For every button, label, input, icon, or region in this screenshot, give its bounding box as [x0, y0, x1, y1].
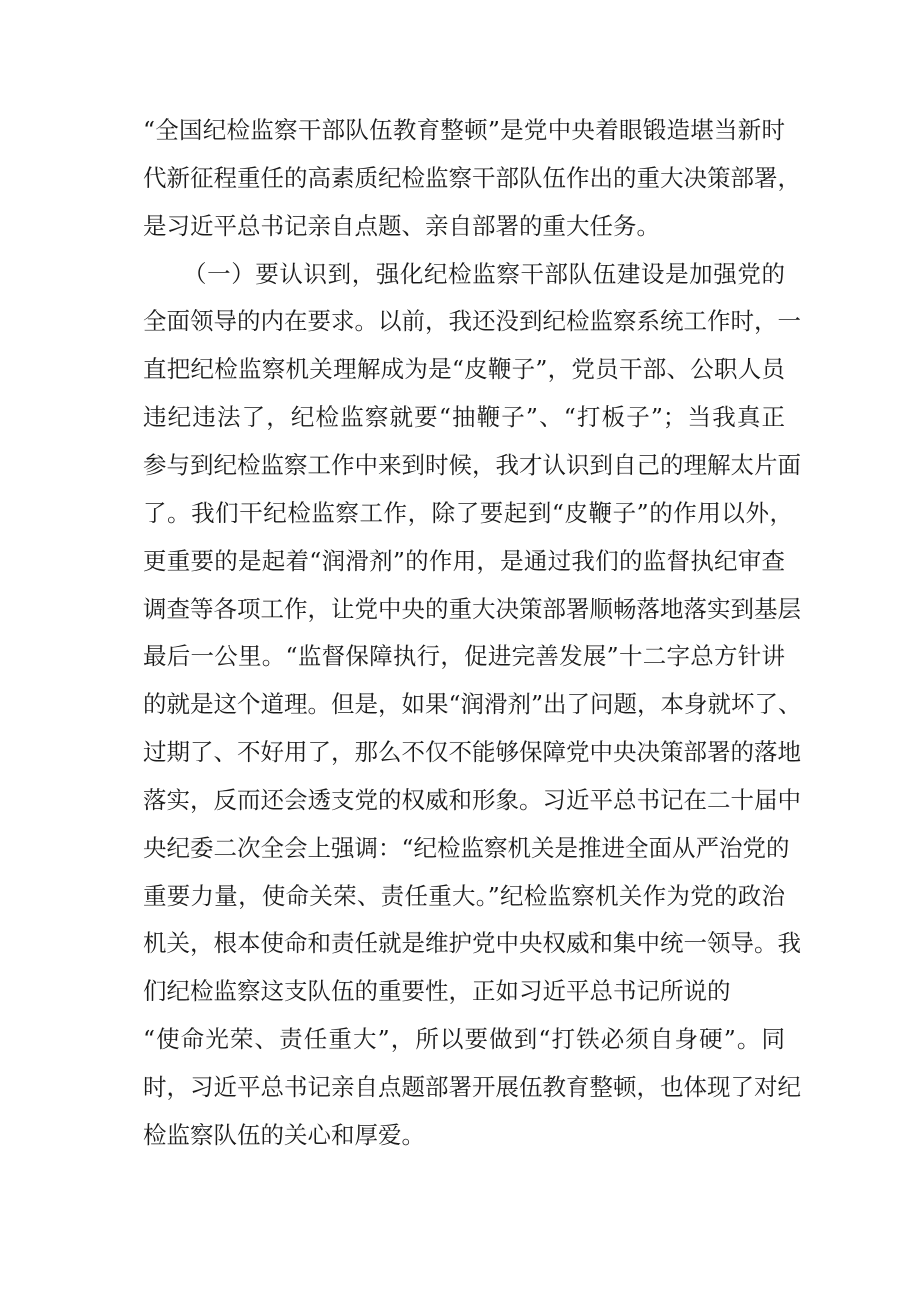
text-line: “使命光荣、责任重大”，所以要做到“打铁必须自身硬”。同	[143, 1025, 785, 1054]
text-line: 调查等各项工作，让党中央的重大决策部署顺畅落地落实到基层	[143, 594, 801, 623]
text-line: 检监察队伍的关心和厚爱。	[143, 1120, 425, 1149]
text-line: “全国纪检监察干部队伍教育整顿”是党中央着眼锻造堪当新时	[143, 116, 785, 144]
text-line: 时，习近平总书记亲自点题部署开展伍教育整顿，也体现了对纪	[143, 1073, 801, 1101]
text-line: 违纪违法了，纪检监察就要“抽鞭子”、“打板子”；当我真正	[143, 403, 785, 432]
text-line: 过期了、不好用了，那么不仅不能够保障党中央决策部署的落地	[143, 738, 801, 767]
text-line: 直把纪检监察机关理解成为是“皮鞭子”，党员干部、公职人员	[143, 355, 785, 384]
text-line: 代新征程重任的高素质纪检监察干部队伍作出的重大决策部署，	[143, 163, 801, 192]
text-line: 了。我们干纪检监察工作，除了要起到“皮鞭子”的作用以外，	[143, 498, 793, 527]
text-line: 最后一公里。“监督保障执行，促进完善发展”十二字总方针讲	[143, 642, 785, 671]
text-line: 们纪检监察这支队伍的重要性，正如习近平总书记所说的	[143, 977, 731, 1006]
text-line: 参与到纪检监察工作中来到时候，我才认识到自己的理解太片面	[143, 450, 801, 479]
text-line: 重要力量，使命关荣、责任重大。”纪检监察机关作为党的政治	[143, 881, 785, 910]
text-line: 落实，反而还会透支党的权威和形象。习近平总书记在二十届中	[143, 785, 801, 814]
text-line: 央纪委二次全会上强调：“纪检监察机关是推进全面从严治党的	[143, 833, 790, 862]
text-line: 更重要的是起着“润滑剂”的作用，是通过我们的监督执纪审查	[143, 546, 785, 575]
text-line: 是习近平总书记亲自点题、亲自部署的重大任务。	[143, 211, 660, 240]
text-line: 机关，根本使命和责任就是维护党中央权威和集中统一领导。我	[143, 929, 801, 958]
text-line: 的就是这个道理。但是，如果“润滑剂”出了问题，本身就坏了、	[143, 690, 802, 719]
text-line: 全面领导的内在要求。以前，我还没到纪检监察系统工作时，一	[143, 307, 801, 336]
section-heading-line: （一）要认识到，强化纪检监察干部队伍建设是加强党的	[183, 259, 785, 288]
